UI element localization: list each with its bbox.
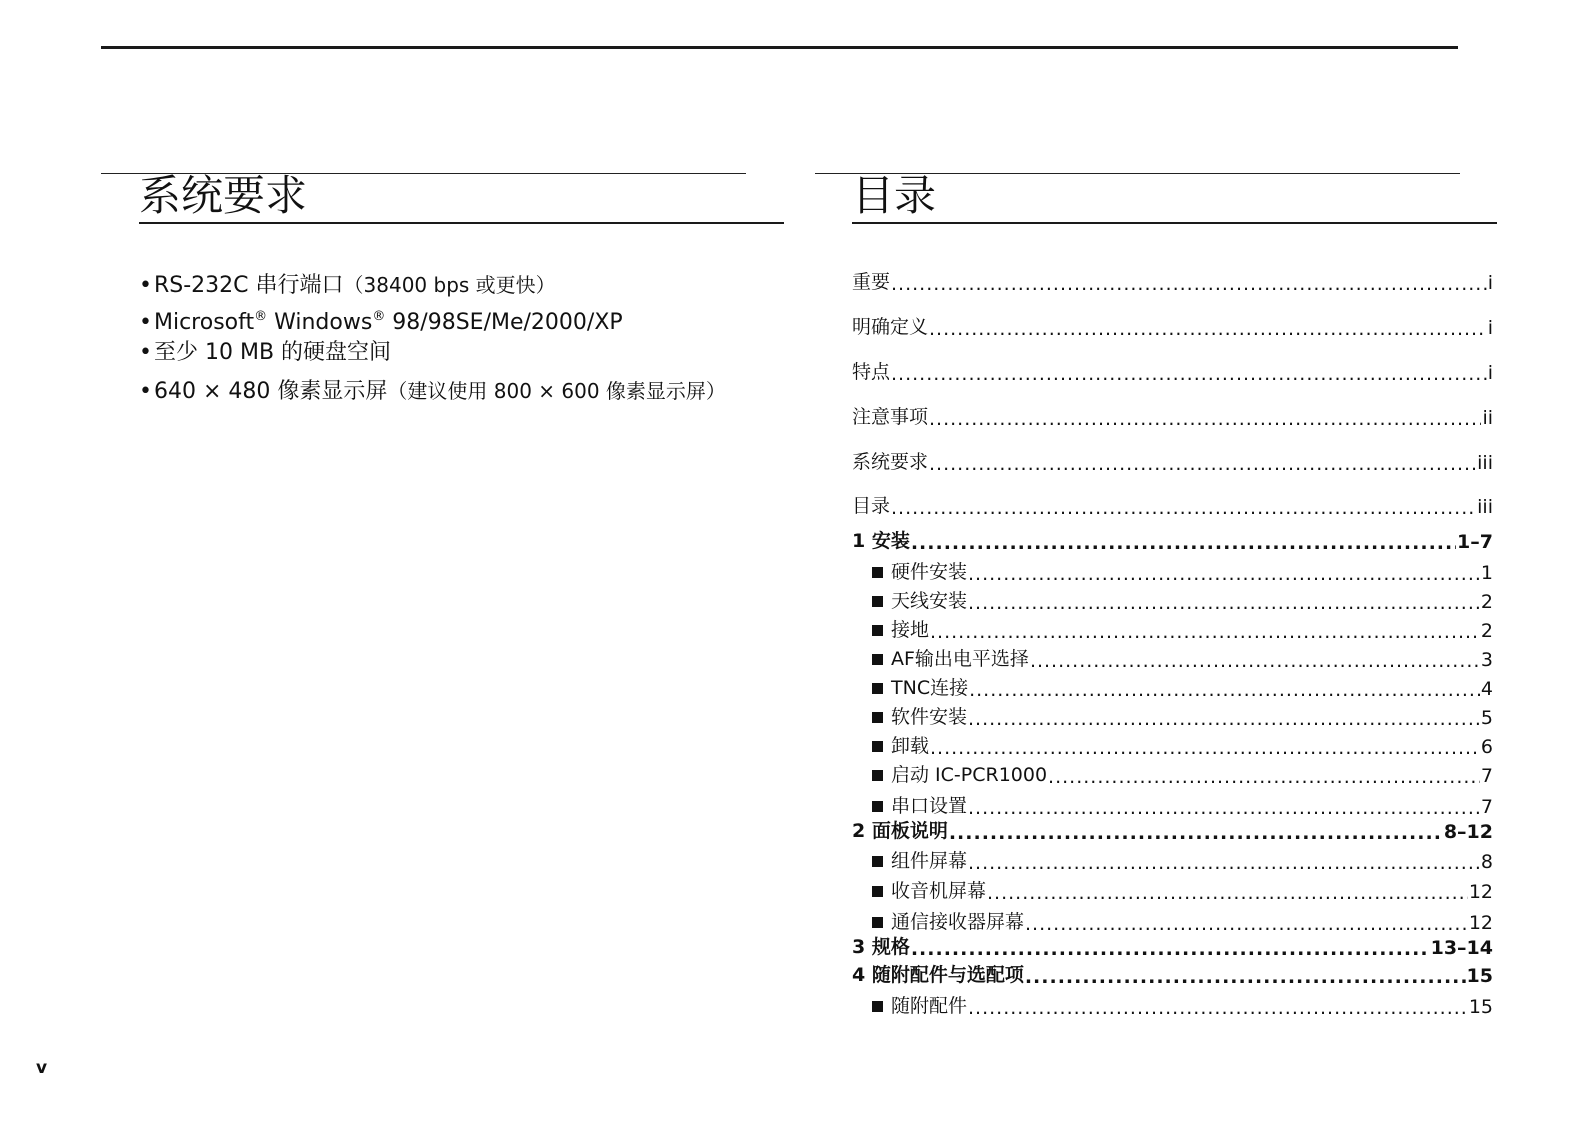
toc-label: 组件屏幕 — [891, 850, 968, 872]
square-bullet-icon — [872, 741, 883, 752]
toc-leader — [929, 454, 1476, 474]
toc-page: 15 — [1466, 965, 1493, 987]
toc-page: i — [1487, 272, 1493, 294]
toc-subentry[interactable] — [872, 908, 1493, 934]
toc-leader — [968, 798, 1480, 818]
toc-page: 2 — [1480, 620, 1493, 642]
toc-subentry[interactable] — [872, 645, 1493, 671]
toc-leader — [929, 409, 1481, 429]
toc-label: 软件安装 — [891, 706, 968, 728]
toc-leader — [968, 998, 1468, 1018]
toc-entry[interactable] — [852, 492, 1493, 518]
toc-page: 5 — [1480, 707, 1493, 729]
toc-label: 收音机屏幕 — [891, 880, 987, 902]
toc-page: i — [1487, 362, 1493, 384]
toc-page: iii — [1477, 452, 1493, 474]
toc-leader — [930, 622, 1480, 642]
toc-label: 3 规格 — [852, 936, 910, 958]
toc-subentry[interactable] — [872, 732, 1493, 758]
toc-leader — [929, 319, 1487, 339]
toc-label: 系统要求 — [852, 451, 929, 473]
toc-title: 目录 — [852, 170, 1497, 224]
toc-label: 注意事项 — [852, 406, 929, 428]
toc-leader — [911, 533, 1456, 553]
toc-leader — [891, 498, 1476, 518]
toc-page: 12 — [1468, 881, 1493, 903]
toc-label: 随附配件 — [891, 995, 968, 1017]
square-bullet-icon — [872, 770, 883, 781]
toc-label: 2 面板说明 — [852, 820, 948, 842]
registered-mark: ® — [372, 309, 386, 324]
toc-label: 目录 — [852, 495, 891, 517]
square-bullet-icon — [872, 567, 883, 578]
toc-page: 1–7 — [1457, 531, 1493, 553]
toc-subentry[interactable] — [872, 703, 1493, 729]
toc-subentry[interactable] — [872, 992, 1493, 1018]
toc-leader — [968, 593, 1480, 613]
toc-label: 接地 — [891, 619, 930, 641]
registered-mark: ® — [254, 309, 268, 324]
toc-leader — [891, 364, 1487, 384]
toc-label: 明确定义 — [852, 316, 929, 338]
toc-label: TNC连接 — [891, 677, 969, 699]
square-bullet-icon — [872, 801, 883, 812]
requirement-text: RS-232C 串行端口 — [153, 273, 344, 298]
toc-page: 1 — [1480, 562, 1493, 584]
square-bullet-icon — [872, 1001, 883, 1012]
toc-label: 硬件安装 — [891, 561, 968, 583]
toc-leader — [1025, 914, 1468, 934]
toc-subentry[interactable] — [872, 877, 1493, 903]
toc-entry[interactable] — [852, 313, 1493, 339]
table-of-contents — [852, 0, 1493, 1122]
toc-label: 天线安装 — [891, 590, 968, 612]
toc-leader — [968, 709, 1480, 729]
toc-page: 8 — [1480, 851, 1493, 873]
requirement-text: 640 × 480 像素显示屏 — [153, 379, 388, 404]
requirement-text-windows: Windows — [267, 310, 373, 335]
toc-subentry[interactable] — [872, 792, 1493, 818]
toc-page: 8–12 — [1443, 821, 1493, 843]
requirement-text: 至少 10 MB 的硬盘空间 — [153, 340, 392, 365]
toc-label: AF输出电平选择 — [891, 648, 1029, 670]
requirement-item — [139, 270, 556, 301]
toc-label: 特点 — [852, 361, 891, 383]
bullet: • — [139, 273, 152, 298]
toc-page: ii — [1482, 407, 1493, 429]
toc-page: 12 — [1468, 912, 1493, 934]
toc-label: 通信接收器屏幕 — [891, 911, 1025, 933]
square-bullet-icon — [872, 625, 883, 636]
toc-page: iii — [1477, 496, 1493, 518]
toc-label: 卸载 — [891, 735, 930, 757]
toc-label: 4 随附配件与选配项 — [852, 964, 1024, 986]
toc-entry[interactable] — [852, 448, 1493, 474]
toc-leader — [1025, 967, 1466, 987]
toc-page: 4 — [1480, 678, 1493, 700]
toc-leader — [1048, 767, 1480, 787]
requirement-text-versions: 98/98SE/Me/2000/XP — [385, 310, 623, 335]
square-bullet-icon — [872, 596, 883, 607]
toc-page: i — [1487, 317, 1493, 339]
toc-chapter[interactable] — [852, 527, 1493, 553]
square-bullet-icon — [872, 683, 883, 694]
requirement-note: （38400 bps 或更快） — [343, 273, 556, 297]
requirement-item — [139, 338, 391, 368]
toc-leader — [949, 823, 1443, 843]
toc-label: 串口设置 — [891, 795, 968, 817]
toc-subentry[interactable] — [872, 847, 1493, 873]
toc-leader — [930, 738, 1480, 758]
toc-leader — [987, 883, 1468, 903]
square-bullet-icon — [872, 917, 883, 928]
toc-subentry[interactable] — [872, 587, 1493, 613]
page-number: v — [36, 1058, 48, 1078]
square-bullet-icon — [872, 886, 883, 897]
toc-leader — [968, 853, 1480, 873]
toc-entry[interactable] — [852, 358, 1493, 384]
square-bullet-icon — [872, 654, 883, 665]
toc-page: 6 — [1480, 736, 1493, 758]
toc-entry[interactable] — [852, 403, 1493, 429]
bullet: • — [139, 340, 152, 365]
toc-label: 1 安装 — [852, 530, 910, 552]
toc-subentry[interactable] — [872, 616, 1493, 642]
toc-chapter[interactable] — [852, 817, 1493, 843]
bullet: • — [139, 379, 152, 404]
toc-label: 重要 — [852, 271, 891, 293]
requirement-text-microsoft: Microsoft — [153, 310, 255, 335]
toc-entry[interactable] — [852, 268, 1493, 294]
toc-page: 13–14 — [1430, 937, 1493, 959]
requirement-note: （建议使用 800 × 600 像素显示屏） — [387, 379, 726, 403]
toc-leader — [911, 939, 1430, 959]
toc-subentry[interactable] — [872, 674, 1493, 700]
toc-subentry[interactable] — [872, 558, 1493, 584]
toc-page: 7 — [1480, 765, 1493, 787]
system-requirements-title: 系统要求 — [139, 170, 784, 224]
toc-page: 15 — [1468, 996, 1493, 1018]
toc-chapter[interactable] — [852, 961, 1493, 987]
requirement-item — [139, 308, 623, 338]
toc-page: 2 — [1480, 591, 1493, 613]
square-bullet-icon — [872, 856, 883, 867]
square-bullet-icon — [872, 712, 883, 723]
toc-leader — [968, 564, 1480, 584]
toc-leader — [969, 680, 1480, 700]
toc-page: 7 — [1480, 796, 1493, 818]
toc-subentry[interactable] — [872, 761, 1493, 787]
toc-label: 启动 IC-PCR1000 — [891, 764, 1048, 786]
bullet: • — [139, 310, 152, 335]
toc-page: 3 — [1480, 649, 1493, 671]
toc-chapter[interactable] — [852, 933, 1493, 959]
toc-leader — [891, 274, 1487, 294]
requirement-item — [139, 376, 726, 407]
toc-leader — [1030, 651, 1480, 671]
